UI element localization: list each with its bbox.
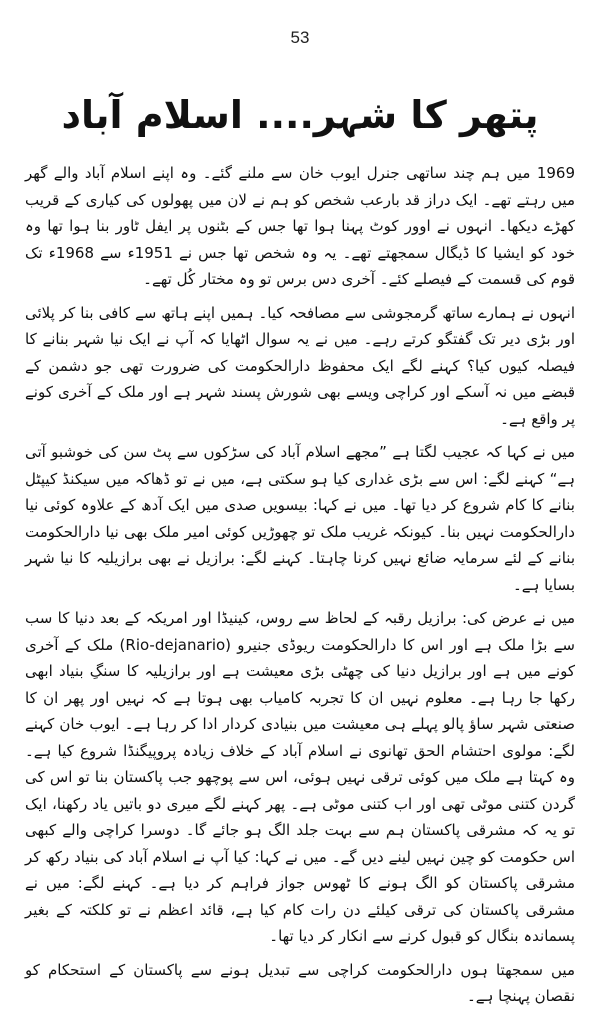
paragraph: 1969 میں ہم چند ساتھی جنرل ایوب خان سے ملنے گئے۔ وہ اپنے اسلام آباد والے گھر میں رہتے تھے۔ ایک دراز قد بارعب شخص کو ہم نے لان میں پھولوں کی کیاری کے قریب کھڑے دیکھا۔ انہوں نے اوور کوٹ پہنا ہوا تھا جس کے بٹنوں پر ایفل ٹاور بنا ہوا تھا وہ خود کو ایشیا کا ڈیگال سمجھتے تھے۔ یہ وہ شخص تھا جس نے 1951ء سے 1968ء تک قوم کی قسمت کے فیصلے کئے۔ آخری دس برس تو وہ مختار کُل تھے۔ <box>25 164 576 288</box>
paragraph: انہوں نے ہمارے ساتھ گرمجوشی سے مصافحہ کیا۔ ہمیں اپنے ہاتھ سے کافی بنا کر پلائی اور بڑی دیر تک گفتگو کرتے رہے۔ میں نے یہ سوال اٹھایا کہ آپ نے ایک نیا شہر بنانے کا فیصلہ کیوں کیا؟ کہنے لگے ایک محفوظ دارالحکومت کی ضرورت تھی جو دشمن کے قبضے میں نہ آسکے اور کراچی ویسے بھی شورش پسند شہر ہے اور ملک کے آخری کونے پر واقع ہے۔ <box>25 303 575 428</box>
paragraph: میں سمجھتا ہوں دارالحکومت کراچی سے تبدیل ہونے سے پاکستان کے استحکام کو نقصان پہنچا ہے۔ <box>25 960 575 1005</box>
body-text <box>25 160 576 1005</box>
paragraph: میں نے کہا کہ عجیب لگتا ہے ”مجھے اسلام آباد کی سڑکوں سے پٹ سن کی خوشبو آتی ہے“ کہنے لگے: اس سے بڑی غداری کیا ہو سکتی ہے، میں نے تو ڈھاکہ میں سیکنڈ کیپٹل بنانے کا کام شروع کر دیا تھا۔ میں نے کہا: بیسویں صدی میں ایک آدھ کے علاوہ کوئی نیا دارالحکومت نہیں بنا۔ کیونکہ غریب ملک تو چھوڑیں کوئی امیر ملک بھی نیا دارالحکومت بنانے کے لئے سرمایہ ضائع نہیں کرنا چاہتا۔ کہنے لگے: برازیل نے بھی برازیلیہ کا نیا شہر بسایا ہے۔ <box>25 443 575 594</box>
chapter-title: پتھر کا شہر.... اسلام آباد <box>61 93 539 137</box>
page-number: 53 <box>290 28 310 47</box>
paragraph: میں نے عرض کی: برازیل رقبہ کے لحاظ سے روس، کینیڈا اور امریکہ کے بعد دنیا کا سب سے بڑا ملک ہے اور اس کا دارالحکومت ریوڈی جنیرو (Rio-dejanario) ملک کے آخری کونے میں ہے اور برازیل دنیا کی چھٹی بڑی معیشت ہے اور برازیلیہ کا سنگِ بنیاد ابھی رکھا جا رہا ہے۔ معلوم نہیں ان کا تجربہ کامیاب بھی ہوتا ہے کہ نہیں اور پھر ان کا صنعتی شہر ساؤ پالو پہلے ہی معیشت میں بنیادی کردار ادا کر رہا ہے۔ ایوب خان کہنے لگے: مولوی احتشام الحق تھانوی نے اسلام آباد کے خلاف زیادہ پروپیگنڈا شروع کیا ہے۔ وہ کہتا ہے ملک میں کوئی ترقی نہیں ہوئی، اس سے پوچھو جب پاکستان بنا تو اس کی گردن کتنی موٹی تھی اور اب کتنی موٹی ہے۔ پھر کہنے لگے میری دو باتیں یاد رکھنا، ایک تو یہ کہ مشرقی پاکستان ہم سے بہت جلد الگ ہو جائے گا۔ دوسرا کراچی والے کبھی اس حکومت کو چین نہیں لینے دیں گے۔ میں نے کہا: کیا آپ نے اسلام آباد کی بنیاد رکھ کر مشرقی پاکستان کو الگ ہونے کا ٹھوس جواز فراہم کر دیا ہے۔ کہنے لگے: میں نے مشرقی پاکستان کی ترقی کیلئے دن رات کام کیا ہے، قائد اعظم نے تو کلکتہ کے بغیر پسماندہ بنگال کو قبول کرنے سے انکار کر دیا تھا۔ <box>25 609 575 945</box>
